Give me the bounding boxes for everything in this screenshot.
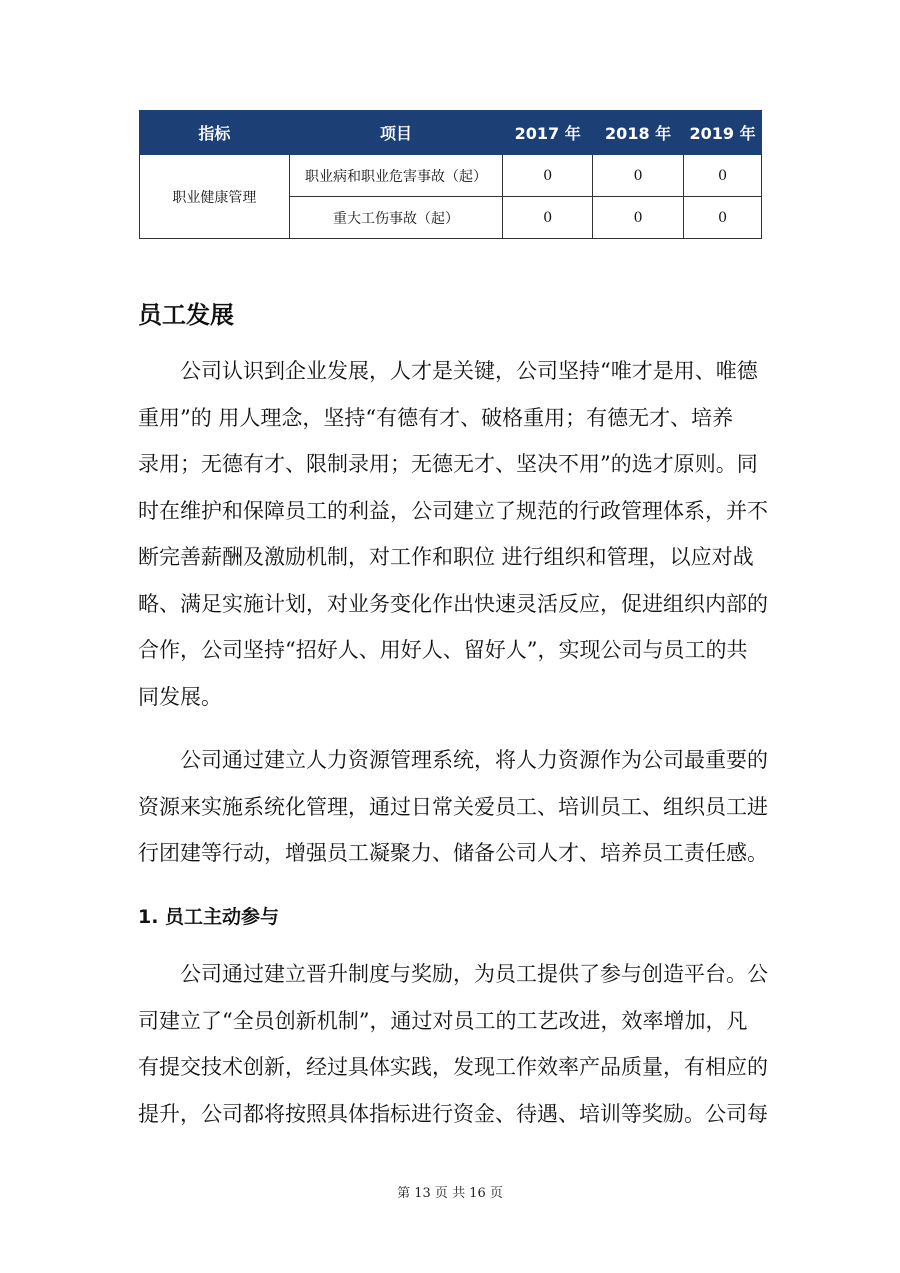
paragraph-line: 合作，公司坚持“招好人、用好人、留好人”，实现公司与员工的共 bbox=[138, 638, 748, 662]
item-cell: 职业病和职业危害事故（起） bbox=[289, 154, 503, 197]
value-cell: 0 bbox=[684, 197, 762, 239]
value-cell: 0 bbox=[503, 197, 593, 239]
occupational-health-table bbox=[139, 110, 762, 239]
table-header-row bbox=[140, 111, 762, 155]
group-label-cell: 职业健康管理 bbox=[140, 154, 290, 239]
paragraph-line: 提升，公司都将按照具体指标进行资金、待遇、培训等奖励。公司每 bbox=[138, 1101, 768, 1126]
paragraph-hr-system bbox=[138, 737, 768, 877]
value-cell: 0 bbox=[593, 154, 684, 197]
header-2019: 2019 年 bbox=[684, 111, 762, 155]
paragraph-line: 有提交技术创新，经过具体实践，发现工作效率产品质量，有相应的 bbox=[138, 1055, 768, 1079]
value-cell: 0 bbox=[593, 197, 684, 239]
page-footer: 第 13 页 共 16 页 bbox=[397, 1186, 503, 1201]
item-cell: 重大工伤事故（起） bbox=[289, 197, 503, 239]
paragraph-line: 行团建等行动，增强员工凝聚力、储备公司人才、培养员工责任感。 bbox=[138, 841, 768, 865]
paragraph-line: 司建立了“全员创新机制”，通过对员工的工艺改进，效率增加，凡 bbox=[138, 1008, 748, 1033]
value-cell: 0 bbox=[684, 154, 762, 197]
paragraph-line: 公司认识到企业发展，人才是关键，公司坚持“唯才是用、唯德 bbox=[138, 359, 758, 383]
header-2017: 2017 年 bbox=[503, 111, 593, 155]
header-indicator: 指标 bbox=[140, 111, 290, 155]
subsection-title: 1. 员工主动参与 bbox=[138, 906, 280, 928]
paragraph-line: 录用；无德有才、限制录用；无德无才、坚决不用”的选才原则。同 bbox=[138, 452, 758, 476]
paragraph-line: 同发展。 bbox=[138, 684, 222, 709]
paragraph-line: 略、满足实施计划，对业务变化作出快速灵活反应，促进组织内部的 bbox=[138, 591, 768, 616]
paragraph-employee-development bbox=[138, 348, 768, 720]
header-item: 项目 bbox=[289, 111, 503, 155]
paragraph-line: 公司通过建立人力资源管理系统，将人力资源作为公司最重要的 bbox=[138, 748, 768, 772]
header-2018: 2018 年 bbox=[593, 111, 684, 155]
paragraph-line: 时在维护和保障员工的利益，公司建立了规范的行政管理体系，并不 bbox=[138, 498, 768, 523]
paragraph-line: 资源来实施系统化管理，通过日常关爱员工、培训员工、组织员工进 bbox=[138, 794, 768, 819]
section-title: 员工发展 bbox=[138, 301, 234, 329]
table-row bbox=[140, 154, 762, 197]
paragraph-line: 断完善薪酬及激励机制，对工作和职位 进行组织和管理，以应对战 bbox=[138, 545, 754, 569]
paragraph-employee-participation bbox=[138, 951, 768, 1137]
value-cell: 0 bbox=[503, 154, 593, 197]
paragraph-line: 重用”的 用人理念，坚持“有德有才、破格重用；有德无才、培养 bbox=[138, 405, 734, 430]
paragraph-line: 公司通过建立晋升制度与奖励，为员工提供了参与创造平台。公 bbox=[138, 962, 768, 986]
